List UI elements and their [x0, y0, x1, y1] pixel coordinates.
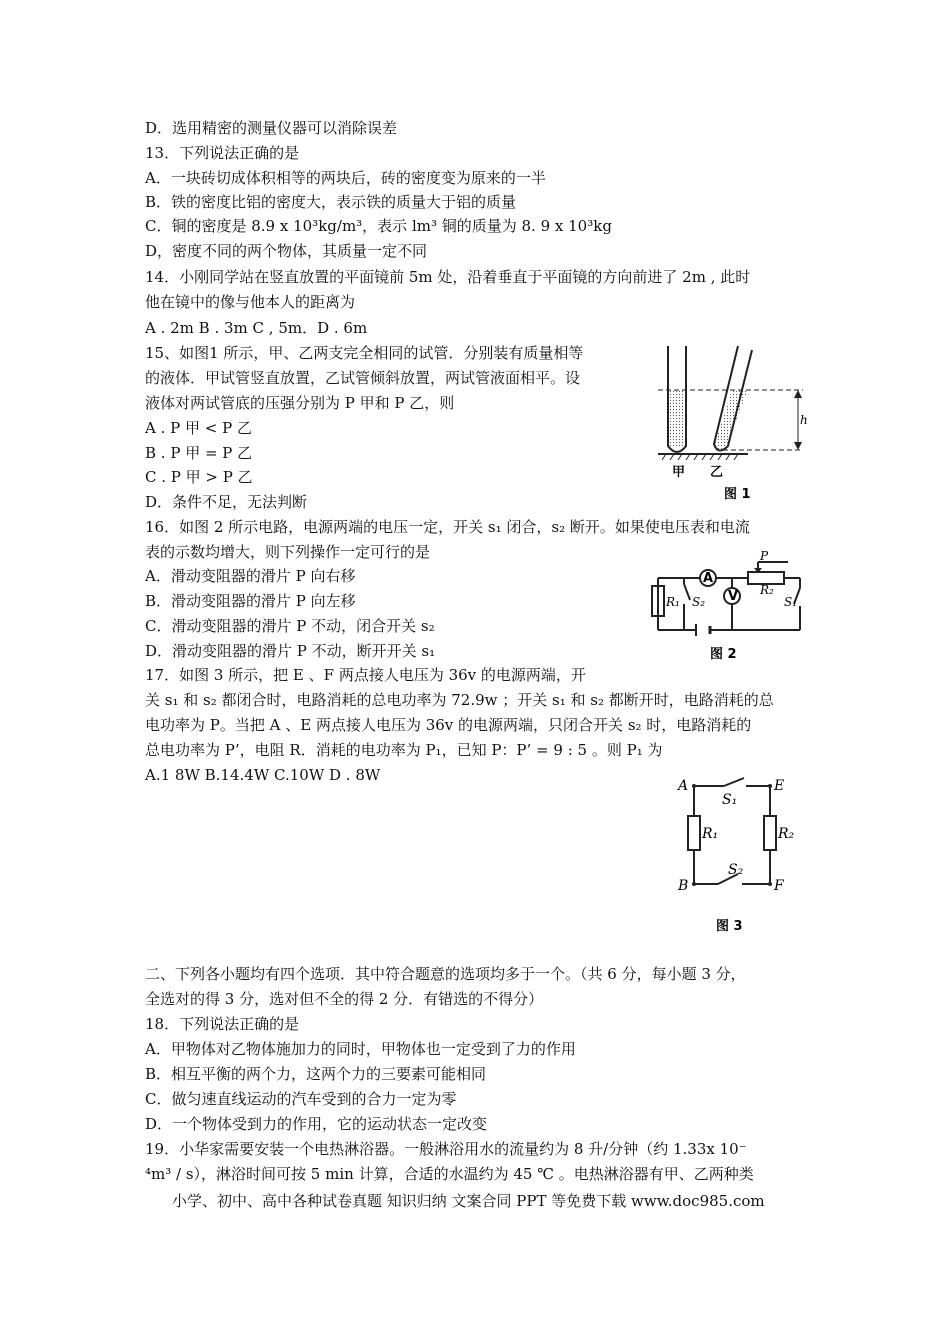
- tube-right: [714, 346, 752, 451]
- r2-label: R₂: [760, 583, 774, 597]
- question-18-stem: 18．下列说法正确的是: [145, 1015, 300, 1033]
- text-line: A . P 甲 < P 乙: [145, 419, 252, 437]
- node-b-label: B: [678, 878, 689, 894]
- text-line: D．滑动变阻器的滑片 P 不动，断开开关 s₁: [145, 642, 436, 660]
- node-f-label: F: [774, 878, 784, 894]
- h-label: h: [800, 413, 808, 427]
- question-13-stem: 13．下列说法正确的是: [145, 144, 300, 162]
- text-line: B . P 甲 = P 乙: [145, 444, 253, 462]
- text-line: B．滑动变阻器的滑片 P 向左移: [145, 592, 356, 610]
- node-a-label: A: [678, 778, 689, 794]
- text-line: 总电功率为 P’，电阻 R．消耗的电功率为 P₁，已知 P：P’ = 9 : 5 。则 P₁ 为: [145, 741, 663, 759]
- question-19-stem: 19．小华家需要安装一个电热淋浴器。一般淋浴用水的流量约为 8 升/分钟（约 1.33x 10⁻: [145, 1140, 747, 1158]
- text-line: 液体对两试管底的压强分别为 P 甲和 P 乙，则: [145, 394, 455, 412]
- s2-label: S₂: [728, 862, 744, 878]
- p-label: P: [760, 549, 769, 563]
- text-line: 表的示数均增大，则下列操作一定可行的是: [145, 543, 431, 561]
- question-16-stem: 16．如图 2 所示电路，电源两端的电压一定，开关 s₁ 闭合，s₂ 断开。如果使电压表和电流: [145, 518, 750, 536]
- text-line: 的液体．甲试管竖直放置，乙试管倾斜放置，两试管液面相平。设: [145, 369, 581, 387]
- text-line: D．选用精密的测量仪器可以消除误差: [145, 119, 398, 137]
- figure-2-circuit: [648, 548, 808, 668]
- text-line: 他在镜中的像与他本人的距离为: [145, 293, 356, 311]
- text-line: D，密度不同的两个物体，其质量一定不同: [145, 242, 428, 260]
- figure-1-test-tubes: [648, 342, 808, 502]
- figure-3-caption: 图 3: [716, 919, 743, 934]
- text-line: C．铜的密度是 8.9 x 10³kg/m³，表示 lm³ 铜的质量为 8. 9 x 10³kg: [145, 217, 612, 235]
- text-line: 全选对的得 3 分，选对但不全的得 2 分．有错选的不得分）: [145, 990, 544, 1008]
- text-line: A．一块砖切成体积相等的两块后，砖的密度变为原来的一半: [145, 169, 546, 187]
- footer-text: 小学、初中、高中各种试卷真题 知识归纳 文案合同 PPT 等免费下载 www.doc985.com: [172, 1192, 765, 1210]
- text-line: B．铁的密度比铝的密度大，表示铁的质量大于铝的质量: [145, 193, 517, 211]
- s2-label: S₂: [692, 595, 706, 609]
- r1-label: R₁: [702, 826, 719, 842]
- question-15-stem: 15、如图1 所示，甲、乙两支完全相同的试管．分别装有质量相等: [145, 344, 584, 362]
- question-17-stem: 17．如图 3 所示，把 E 、F 两点接人电压为 36v 的电源两端，开: [145, 666, 586, 684]
- s1-label: S₁: [722, 792, 738, 808]
- text-line: B．相互平衡的两个力，这两个力的三要素可能相同: [145, 1065, 487, 1083]
- tube-right-label: 乙: [710, 465, 724, 480]
- ammeter-label: A: [703, 571, 714, 586]
- text-line: A．滑动变阻器的滑片 P 向右移: [145, 567, 356, 585]
- tube-left: [668, 346, 686, 452]
- text-line: ⁴m³ / s），淋浴时间可按 5 min 计算，合适的水温约为 45 ℃ 。电热淋浴器有甲、乙两种类: [145, 1165, 754, 1183]
- text-line: C．做匀速直线运动的汽车受到的合力一定为零: [145, 1090, 457, 1108]
- text-line: A.1 8W B.14.4W C.10W D . 8W: [145, 766, 381, 784]
- text-line: 关 s₁ 和 s₂ 都闭合时，电路消耗的总电功率为 72.9w ；开关 s₁ 和 s₂ 都断开时，电路消耗的总: [145, 691, 774, 709]
- text-line: D．一个物体受到力的作用，它的运动状态一定改变: [145, 1115, 488, 1133]
- text-line: C．滑动变阻器的滑片 P 不动，闭合开关 s₂: [145, 617, 435, 635]
- text-line: C . P 甲 > P 乙: [145, 468, 253, 486]
- text-line: A．甲物体对乙物体施加力的同时，甲物体也一定受到了力的作用: [145, 1040, 576, 1058]
- figure-1-caption: 图 1: [724, 487, 751, 502]
- figure-2-caption: 图 2: [710, 647, 737, 662]
- text-line: A . 2m B . 3m C , 5m．D . 6m: [145, 319, 368, 337]
- text-line: D．条件不足，无法判断: [145, 493, 308, 511]
- tube-left-label: 甲: [672, 465, 686, 480]
- figure-3-circuit: [672, 770, 802, 940]
- s1-label: S₁: [784, 595, 798, 609]
- section-two-heading: 二、下列各小题均有四个选项．其中符合题意的选项均多于一个。（共 6 分，每小题 3 分，: [145, 965, 746, 983]
- question-14-stem: 14．小刚同学站在竖直放置的平面镜前 5m 处，沿着垂直于平面镜的方向前进了 2m , 此时: [145, 268, 751, 286]
- voltmeter-label: V: [728, 589, 739, 604]
- r1-label: R₁: [666, 595, 680, 609]
- r2-label: R₂: [778, 826, 795, 842]
- text-line: 电功率为 P。当把 A 、E 两点接人电压为 36v 的电源两端，只闭合开关 s₂ 时，电路消耗的: [145, 716, 752, 734]
- node-e-label: E: [774, 778, 785, 794]
